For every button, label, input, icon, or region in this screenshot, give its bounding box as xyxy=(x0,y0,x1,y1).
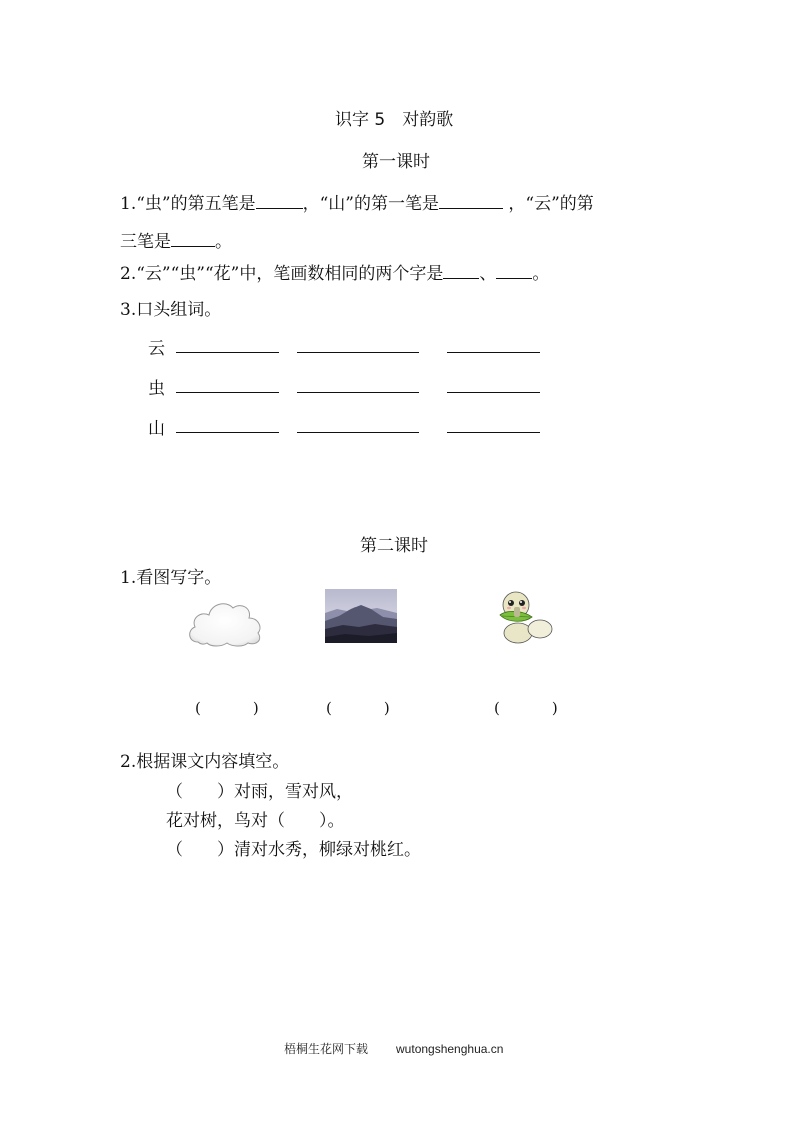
page-title: 识字 5 对韵歌 xyxy=(335,110,454,130)
answer-paren-caterpillar[interactable]: ( ) xyxy=(494,699,558,717)
cloud-icon xyxy=(186,596,264,648)
word-char-yun: 云 xyxy=(148,339,165,359)
q1-text-b: ，“山”的第一笔是 xyxy=(302,194,439,214)
mountain-picture xyxy=(325,589,397,643)
q1-text-c: ，“云”的第 xyxy=(508,194,594,214)
footer-site-name: 梧桐生花网下载 xyxy=(284,1042,369,1056)
answer-blank[interactable] xyxy=(171,230,215,247)
word-char-chong: 虫 xyxy=(148,379,165,399)
question-3: 3.口头组词。 xyxy=(120,300,222,320)
lesson1-heading: 第一课时 xyxy=(362,152,430,172)
q1-text-e: 。 xyxy=(215,232,232,252)
poem-line-1[interactable]: （ ）对雨，雪对风， xyxy=(166,782,353,802)
footer-url[interactable]: wutongshenghua.cn xyxy=(396,1042,504,1056)
poem-line-3[interactable]: （ ）清对水秀，柳绿对桃红。 xyxy=(166,840,421,860)
question-fill-text: 2.根据课文内容填空。 xyxy=(120,752,290,772)
q2-text-b: 、 xyxy=(479,264,497,284)
question-look-write: 1.看图写字。 xyxy=(120,568,222,588)
word-blank[interactable] xyxy=(297,352,419,353)
answer-blank[interactable] xyxy=(443,262,479,279)
word-blank[interactable] xyxy=(176,392,279,393)
word-blank[interactable] xyxy=(447,352,540,353)
answer-blank[interactable] xyxy=(439,192,503,209)
q1-text-d: 三笔是 xyxy=(120,232,171,252)
answer-blank[interactable] xyxy=(496,262,532,279)
lesson2-heading: 第二课时 xyxy=(360,536,428,556)
question-1 xyxy=(120,189,594,214)
word-char-shan: 山 xyxy=(148,419,165,439)
caterpillar-icon xyxy=(496,589,558,645)
word-blank[interactable] xyxy=(176,352,279,353)
poem-line-2[interactable]: 花对树，鸟对（ ）。 xyxy=(166,811,345,831)
question-2 xyxy=(120,259,549,284)
q2-text-c: 。 xyxy=(532,264,550,284)
question-1-cont xyxy=(120,227,232,252)
word-blank[interactable] xyxy=(176,432,279,433)
caterpillar-picture xyxy=(496,589,558,645)
q1-text-a: 1.“虫”的第五笔是 xyxy=(120,194,256,214)
word-blank[interactable] xyxy=(297,432,419,433)
word-blank[interactable] xyxy=(297,392,419,393)
mountain-icon xyxy=(325,589,397,643)
answer-blank[interactable] xyxy=(256,192,303,209)
cloud-picture xyxy=(186,596,264,648)
footer xyxy=(284,1040,503,1057)
word-blank[interactable] xyxy=(447,392,540,393)
answer-paren-cloud[interactable]: ( ) xyxy=(195,699,259,717)
word-blank[interactable] xyxy=(447,432,540,433)
q2-text-a: 2.“云”“虫”“花”中，笔画数相同的两个字是 xyxy=(120,264,444,284)
answer-paren-mountain[interactable]: ( ) xyxy=(326,699,390,717)
